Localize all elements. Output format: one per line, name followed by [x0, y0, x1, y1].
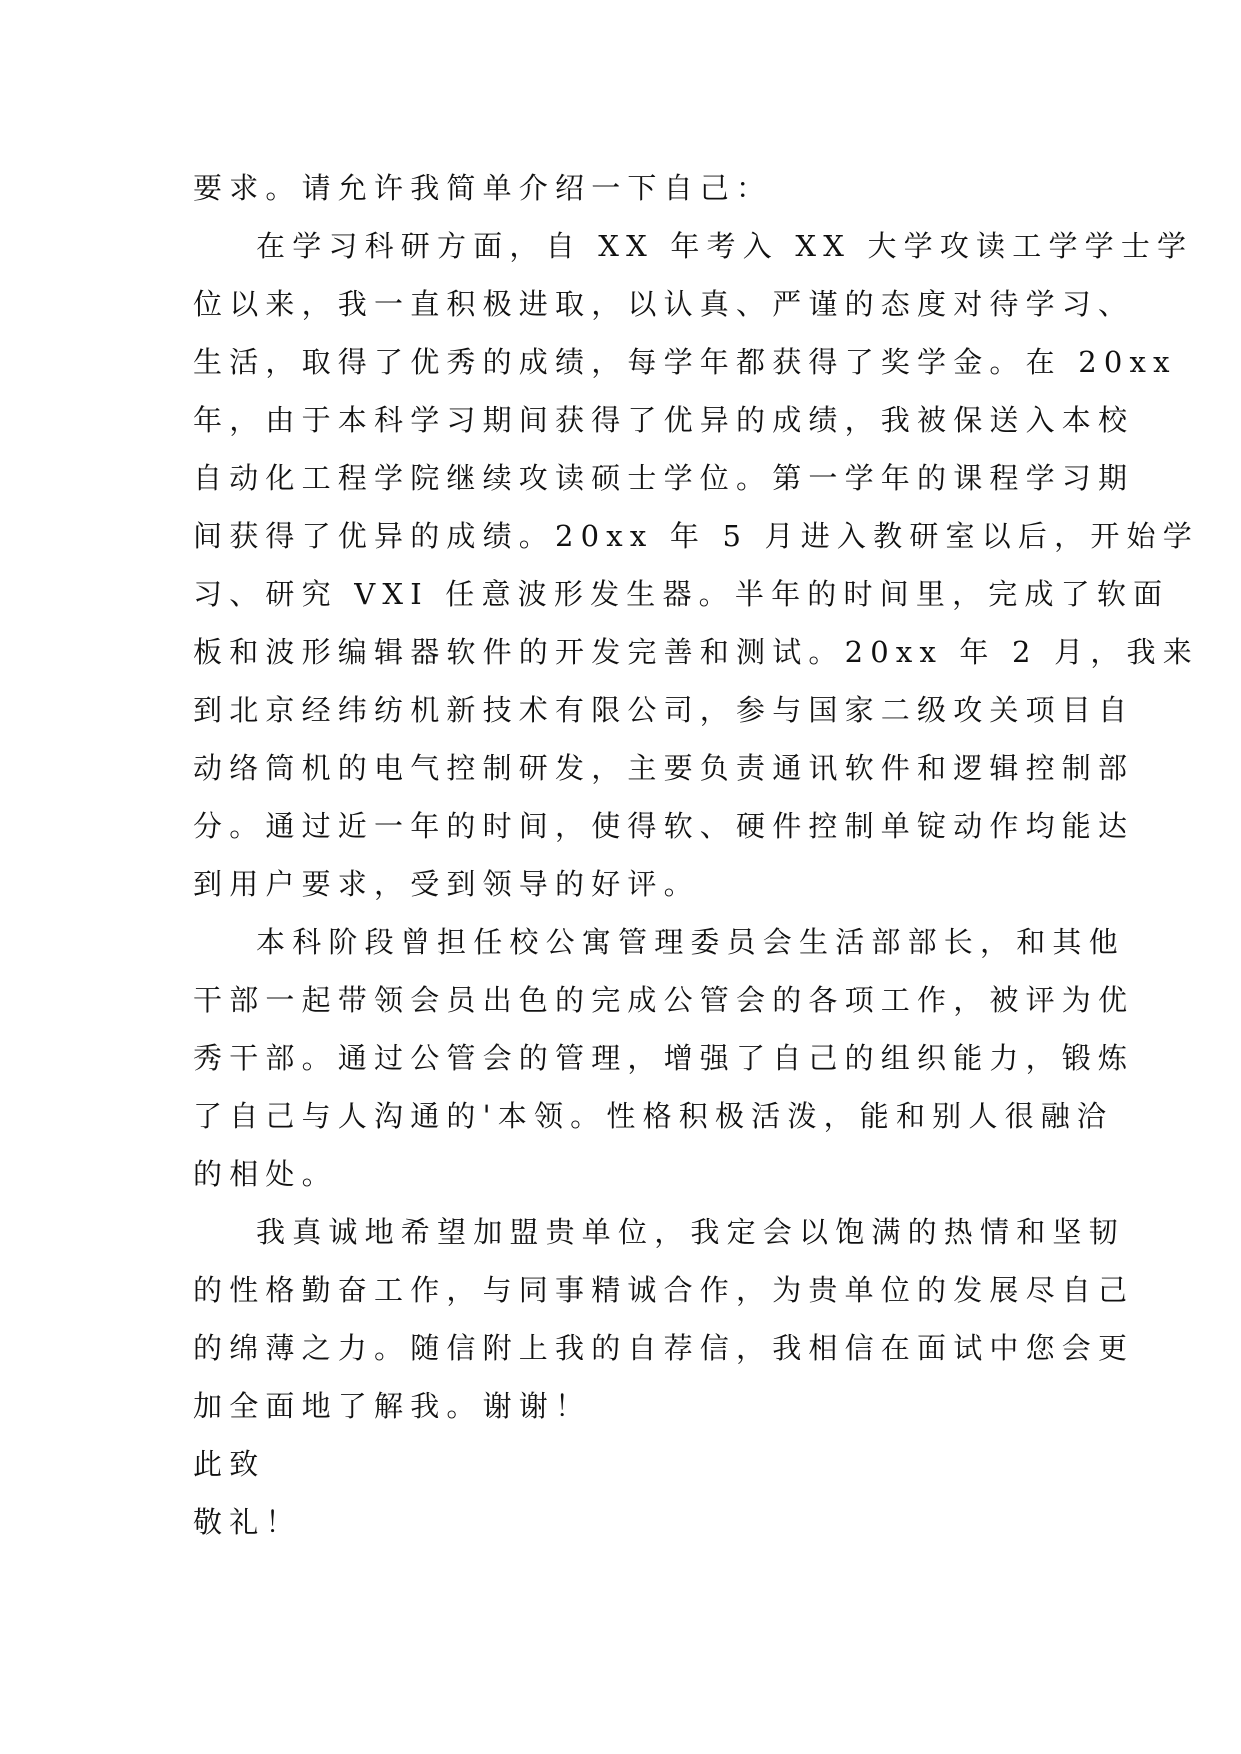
text-line: 年，由于本科学习期间获得了优异的成绩，我被保送入本校 — [193, 403, 1135, 437]
text-line: 的性格勤奋工作，与同事精诚合作，为贵单位的发展尽自己 — [193, 1273, 1135, 1307]
text-line: 到用户要求，受到领导的好评。 — [193, 867, 700, 901]
text-line: 自动化工程学院继续攻读硕士学位。第一学年的课程学习期 — [193, 461, 1135, 495]
salutation-line: 敬礼！ — [193, 1505, 302, 1539]
text-line: 要求。请允许我简单介绍一下自己： — [193, 171, 773, 205]
text-line: 板和波形编辑器软件的开发完善和测试。20xx 年 2 月，我来 — [193, 635, 1199, 669]
text-line: 加全面地了解我。谢谢！ — [193, 1389, 592, 1423]
text-line: 了自己与人沟通的'本领。性格积极活泼，能和别人很融洽 — [193, 1099, 1114, 1133]
text-line: 位以来，我一直积极进取，以认真、严谨的态度对待学习、 — [193, 287, 1135, 321]
text-line: 分。通过近一年的时间，使得软、硬件控制单锭动作均能达 — [193, 809, 1135, 843]
text-line: 到北京经纬纺机新技术有限公司，参与国家二级攻关项目自 — [193, 693, 1135, 727]
text-line: 的相处。 — [193, 1157, 338, 1191]
text-line: 干部一起带领会员出色的完成公管会的各项工作，被评为优 — [193, 983, 1135, 1017]
text-line: 的绵薄之力。随信附上我的自荐信，我相信在面试中您会更 — [193, 1331, 1135, 1365]
text-line: 秀干部。通过公管会的管理，增强了自己的组织能力，锻炼 — [193, 1041, 1135, 1075]
closing-line: 此致 — [193, 1447, 266, 1481]
paragraph-first-line: 我真诚地希望加盟贵单位，我定会以饱满的热情和坚韧 — [256, 1215, 1125, 1249]
paragraph-first-line: 本科阶段曾担任校公寓管理委员会生活部部长，和其他 — [256, 925, 1125, 959]
text-line: 动络筒机的电气控制研发，主要负责通讯软件和逻辑控制部 — [193, 751, 1135, 785]
paragraph-first-line: 在学习科研方面，自 XX 年考入 XX 大学攻读工学学士学 — [256, 229, 1194, 263]
text-line: 生活，取得了优秀的成绩，每学年都获得了奖学金。在 20xx — [193, 345, 1177, 379]
text-line: 习、研究 VXI 任意波形发生器。半年的时间里，完成了软面 — [193, 577, 1170, 611]
text-line: 间获得了优异的成绩。20xx 年 5 月进入教研室以后，开始学 — [193, 519, 1199, 553]
